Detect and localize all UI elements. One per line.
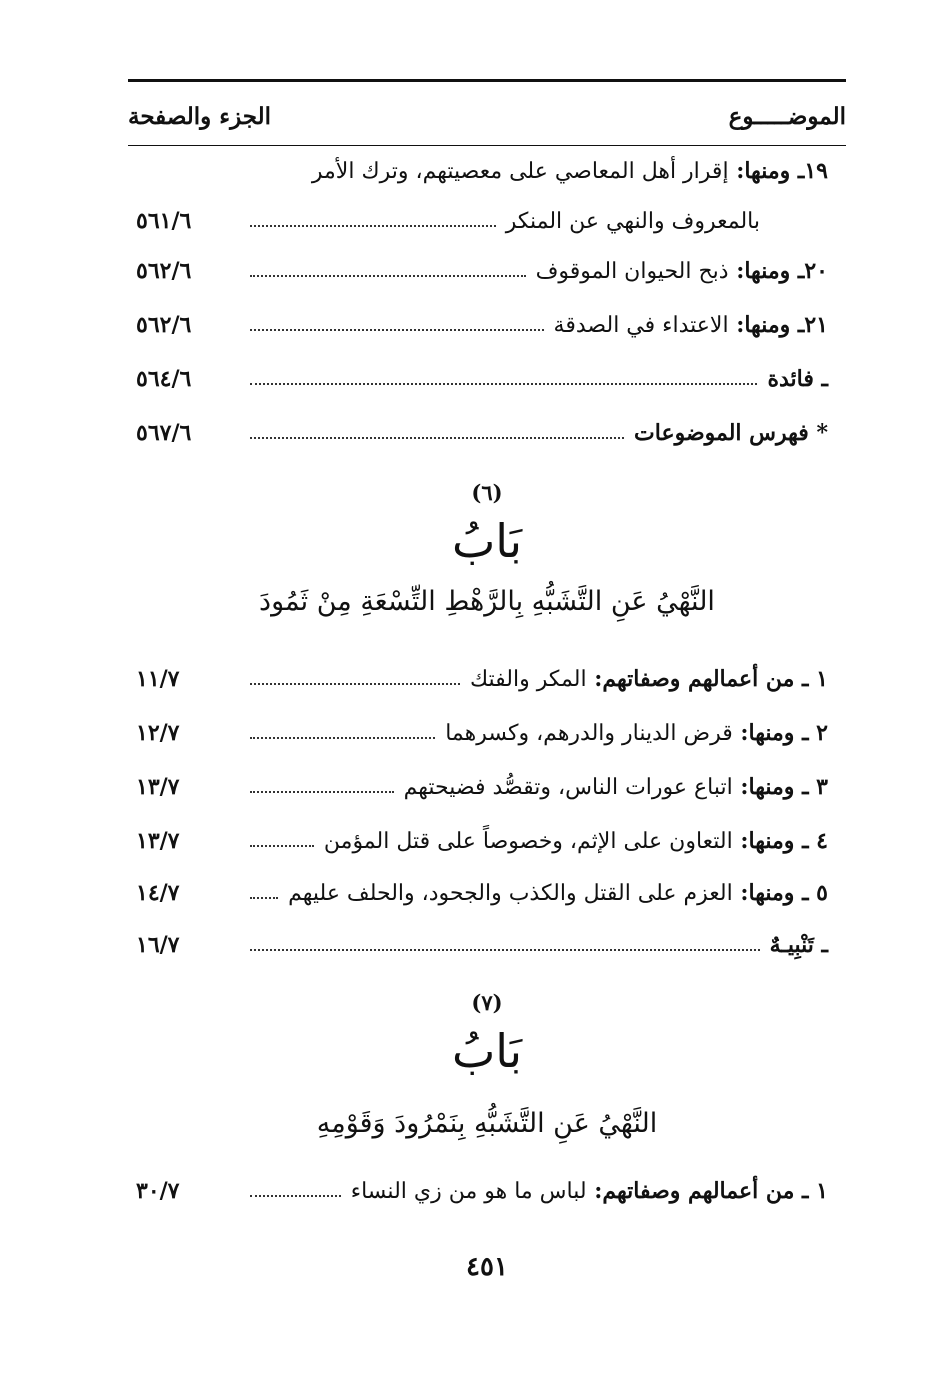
dot-leader [250, 225, 496, 227]
section-number: (٧) [471, 990, 503, 1015]
toc-entry [128, 922, 846, 968]
entry-title: ٢ ـ ومنها: قرض الدينار والدرهم، وكسرهما [445, 720, 828, 746]
toc-entry [128, 248, 846, 294]
entry-title: ٣ ـ ومنها: اتباع عورات الناس، وتقصُّد فضيحتهم [403, 774, 828, 800]
chapter-heading: بَابُ [451, 1024, 523, 1078]
entry-page-ref: ٣٠/٧ [136, 1178, 180, 1204]
toc-entry [128, 410, 846, 456]
entry-title: ٥ ـ ومنها: العزم على القتل والكذب والجحود، والحلف عليهم [288, 880, 828, 906]
toc-entry [128, 356, 846, 402]
entry-title: ١٩ـ ومنها: إقرار أهل المعاصي على معصيتهم، وترك الأمر [311, 158, 828, 184]
toc-entry [128, 870, 846, 916]
dot-leader [250, 949, 760, 951]
dot-leader [250, 737, 435, 739]
entry-page-ref: ١٢/٧ [136, 720, 180, 746]
toc-entry [128, 198, 846, 244]
entry-title: ٢١ـ ومنها: الاعتداء في الصدقة [553, 312, 828, 338]
entry-title: ـ فائدة [767, 366, 828, 392]
chapter-title: النَّهْيُ عَنِ التَّشَبُّهِ بِنَمْرُودَ وَقَوْمِهِ [316, 1108, 658, 1139]
entry-page-ref: ١٦/٧ [136, 932, 180, 958]
entry-page-ref: ٥٦٧/٦ [136, 420, 192, 446]
entry-title: بالمعروف والنهي عن المنكر [505, 209, 760, 234]
chapter-title: النَّهْيُ عَنِ التَّشَبُّهِ بِالرَّهْطِ التِّسْعَةِ مِنْ ثَمُودَ [259, 586, 715, 617]
toc-entry [128, 818, 846, 864]
header-volume-page-label: الجزء والصفحة [128, 102, 272, 130]
toc-entry [128, 656, 846, 702]
page-number: ٤٥١ [466, 1252, 508, 1282]
top-rule [128, 79, 846, 82]
entry-page-ref: ١٣/٧ [136, 828, 180, 854]
header-topic-label: الموضـــــوع [728, 102, 846, 130]
entry-page-ref: ٥٦٢/٦ [136, 312, 192, 338]
entry-title: ١ ـ من أعمالهم وصفاتهم: المكر والفتك [470, 666, 828, 692]
entry-title: * فهرس الموضوعات [634, 420, 828, 446]
dot-leader [250, 845, 314, 847]
dot-leader [250, 1195, 341, 1197]
dot-leader [250, 437, 624, 439]
table-header [128, 92, 846, 140]
entry-page-ref: ١٣/٧ [136, 774, 180, 800]
toc-entry [128, 764, 846, 810]
dot-leader [250, 383, 757, 385]
entry-page-ref: ٥٦٤/٦ [136, 366, 192, 392]
toc-entry [128, 1168, 846, 1214]
entry-title: ٢٠ـ ومنها: ذبح الحيوان الموقوف [535, 258, 828, 284]
section-number: (٦) [471, 480, 503, 505]
dot-leader [250, 791, 394, 793]
entry-title: ـ تَنْبِيـهٌ [769, 932, 828, 958]
dot-leader [250, 275, 526, 277]
entry-page-ref: ١٤/٧ [136, 880, 180, 906]
dot-leader [250, 897, 278, 899]
entry-title: ٤ ـ ومنها: التعاون على الإثم، وخصوصاً على قتل المؤمن [323, 828, 828, 854]
entry-page-ref: ٥٦٢/٦ [136, 258, 192, 284]
header-rule [128, 145, 846, 146]
toc-entry [128, 148, 846, 194]
entry-title: ١ ـ من أعمالهم وصفاتهم: لباس ما هو من زي النساء [350, 1178, 828, 1204]
toc-entry [128, 302, 846, 348]
entry-page-ref: ٥٦١/٦ [136, 208, 192, 234]
toc-entry [128, 710, 846, 756]
chapter-heading: بَابُ [451, 514, 523, 568]
dot-leader [250, 683, 460, 685]
dot-leader [250, 329, 544, 331]
entry-page-ref: ١١/٧ [136, 666, 180, 692]
